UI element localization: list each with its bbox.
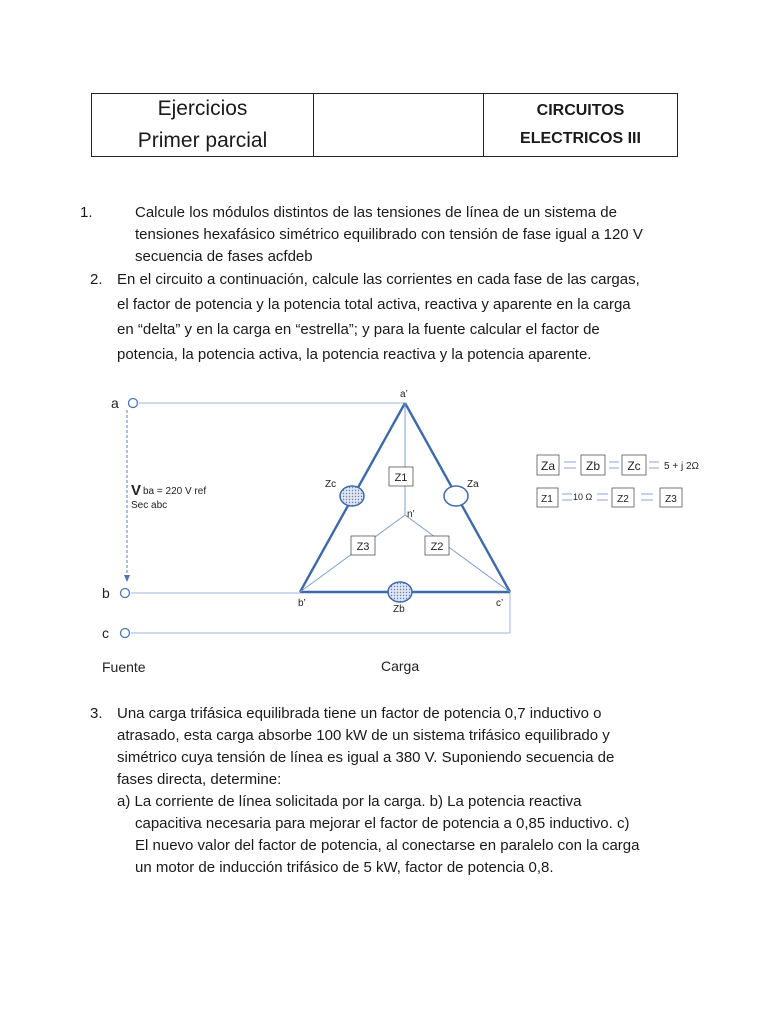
eq-z2-label: Z2 <box>617 494 629 505</box>
q3-line-1: Una carga trifásica equilibrada tiene un factor de potencia 0,7 inductivo o <box>117 705 602 722</box>
q2-line-2: el factor de potencia y la potencia total activa, reactiva y aparente en la carga <box>117 296 631 313</box>
za-label: Za <box>467 479 479 490</box>
eq-delta-value: 5 + j 2Ω <box>664 461 699 472</box>
q3-line-4: fases directa, determine: <box>117 771 282 788</box>
eq-zb-label: Zb <box>585 459 601 473</box>
node-c-label: c <box>102 625 109 641</box>
header-subject-cell <box>484 94 677 156</box>
q3-line-2: atrasado, esta carga absorbe 100 kW de un sistema trifásico equilibrado y <box>117 727 610 744</box>
q2-number: 2. <box>90 271 103 288</box>
voltage-v-symbol: V <box>131 482 142 499</box>
zb-label: Zb <box>393 604 405 615</box>
header-table <box>91 93 678 157</box>
circuit-diagram <box>0 380 768 685</box>
q3-line-6: capacitiva necesaria para mejorar el factor de potencia a 0,85 inductivo. c) <box>135 815 630 832</box>
title-line-1: Ejercicios <box>157 97 248 120</box>
q1-line-1: Calcule los módulos distintos de las tensiones de línea de un sistema de <box>135 204 617 221</box>
terminal-a <box>129 399 138 408</box>
voltage-value: ba = 220 V ref <box>143 486 207 497</box>
q3-line-3: simétrico cuya tensión de línea es igual a 380 V. Suponiendo secuencia de <box>117 749 615 766</box>
z3-label: Z3 <box>356 541 370 553</box>
node-b-label: b <box>102 585 110 601</box>
q3-line-5: a) La corriente de línea solicitada por la carga. b) La potencia reactiva <box>117 793 582 810</box>
node-b-prime-label: b’ <box>298 598 306 609</box>
eq-z1-label: Z1 <box>541 494 553 505</box>
q1-line-2: tensiones hexafásico simétrico equilibrado con tensión de fase igual a 120 V <box>135 226 643 243</box>
q3-number: 3. <box>90 705 103 722</box>
impedance-za-symbol <box>444 486 468 506</box>
node-a-prime-label: a’ <box>400 389 408 400</box>
eq-zc-label: Zc <box>627 459 641 473</box>
q3-line-7: El nuevo valor del factor de potencia, al conectarse en paralelo con la carga <box>135 837 640 854</box>
z1-label: Z1 <box>394 472 408 484</box>
z2-label: Z2 <box>430 541 444 553</box>
q2-line-3: en “delta” y en la carga en “estrella”; y para la fuente calcular el factor de <box>117 321 600 338</box>
eq-za-label: Za <box>540 459 556 473</box>
voltage-arrow-head <box>124 575 130 582</box>
q2-line-1: En el circuito a continuación, calcule las corrientes en cada fase de las cargas, <box>117 271 640 288</box>
node-a-label: a <box>111 395 119 411</box>
source-label: Fuente <box>102 659 146 675</box>
impedance-zb-symbol <box>388 582 412 602</box>
neutral-node-label: n’ <box>407 509 415 520</box>
title-line-2: Primer parcial <box>137 129 268 152</box>
eq-star-value: 10 Ω <box>573 492 593 502</box>
header-title-cell <box>92 94 314 156</box>
q2-line-4: potencia, la potencia activa, la potencia reactiva y la potencia aparente. <box>117 346 592 363</box>
q1-line-3: secuencia de fases acfdeb <box>135 248 313 265</box>
eq-z3-label: Z3 <box>665 494 677 505</box>
q3-line-8: un motor de inducción trifásico de 5 kW, factor de potencia 0,8. <box>135 859 554 876</box>
zc-label: Zc <box>325 479 337 490</box>
header-empty-cell <box>314 94 484 156</box>
node-c-prime-label: c’ <box>496 598 504 609</box>
terminal-c <box>121 629 130 638</box>
subject-line-2: ELECTRICOS III <box>520 130 641 147</box>
terminal-b <box>121 589 130 598</box>
impedance-zc-symbol <box>340 486 364 506</box>
sequence-label: Sec abc <box>131 500 168 511</box>
load-label: Carga <box>381 658 420 674</box>
q1-number: 1. <box>80 204 93 221</box>
star-branch-c <box>405 515 510 592</box>
subject-line-1: CIRCUITOS <box>536 102 625 119</box>
